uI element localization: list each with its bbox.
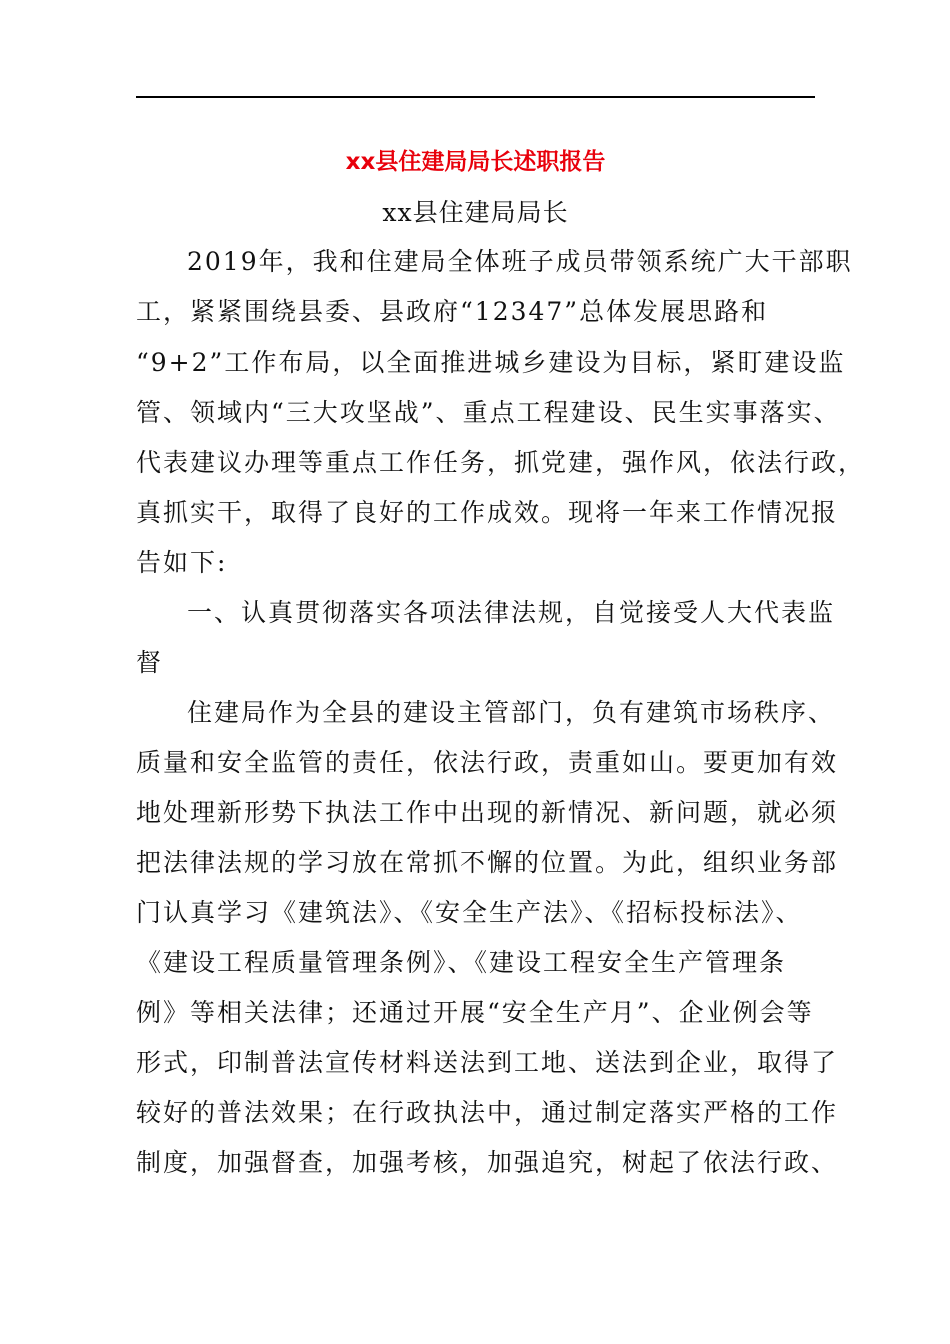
body-line: 管、领域内“三大攻坚战”、重点工程建设、民生实事落实、 — [136, 398, 841, 427]
body-line: 地处理新形势下执法工作中出现的新情况、新问题，就必须 — [136, 798, 839, 827]
body-line: 工，紧紧围绕县委、县政府“12347”总体发展思路和 — [136, 297, 769, 326]
body-line: 例》等相关法律；还通过开展“安全生产月”、企业例会等 — [136, 998, 814, 1027]
body-line: 形式，印制普法宣传材料送法到工地、送法到企业，取得了 — [136, 1048, 839, 1077]
body-line: 《建设工程质量管理条例》、《建设工程安全生产管理条 — [136, 948, 787, 977]
document-subtitle: xx县住建局局长 — [382, 198, 569, 227]
body-line: 制度，加强督查，加强考核，加强追究，树起了依法行政、 — [136, 1148, 839, 1177]
body-line: 较好的普法效果；在行政执法中，通过制定落实严格的工作 — [136, 1098, 839, 1127]
document-title: xx县住建局局长述职报告 — [345, 149, 606, 175]
header-rule — [136, 96, 815, 98]
body-line: 代表建议办理等重点工作任务，抓党建，强作风，依法行政， — [136, 448, 866, 477]
section-heading-line: 一、认真贯彻落实各项法律法规，自觉接受人大代表监 — [187, 598, 836, 627]
body-line: 住建局作为全县的建设主管部门，负有建筑市场秩序、 — [187, 698, 836, 727]
body-line: “9+2”工作布局，以全面推进城乡建设为目标，紧盯建设监 — [136, 348, 846, 377]
body-line: 告如下: — [136, 548, 228, 577]
body-line: 质量和安全监管的责任，依法行政，责重如山。要更加有效 — [136, 748, 839, 777]
body-line: 门认真学习《建筑法》、《安全生产法》、《招标投标法》、 — [136, 898, 803, 927]
body-line: 2019年，我和住建局全体班子成员带领系统广大干部职 — [187, 247, 853, 276]
body-line: 把法律法规的学习放在常抓不懈的位置。为此，组织业务部 — [136, 848, 839, 877]
section-heading-line: 督 — [136, 648, 164, 677]
body-line: 真抓实干，取得了良好的工作成效。现将一年来工作情况报 — [136, 498, 839, 527]
